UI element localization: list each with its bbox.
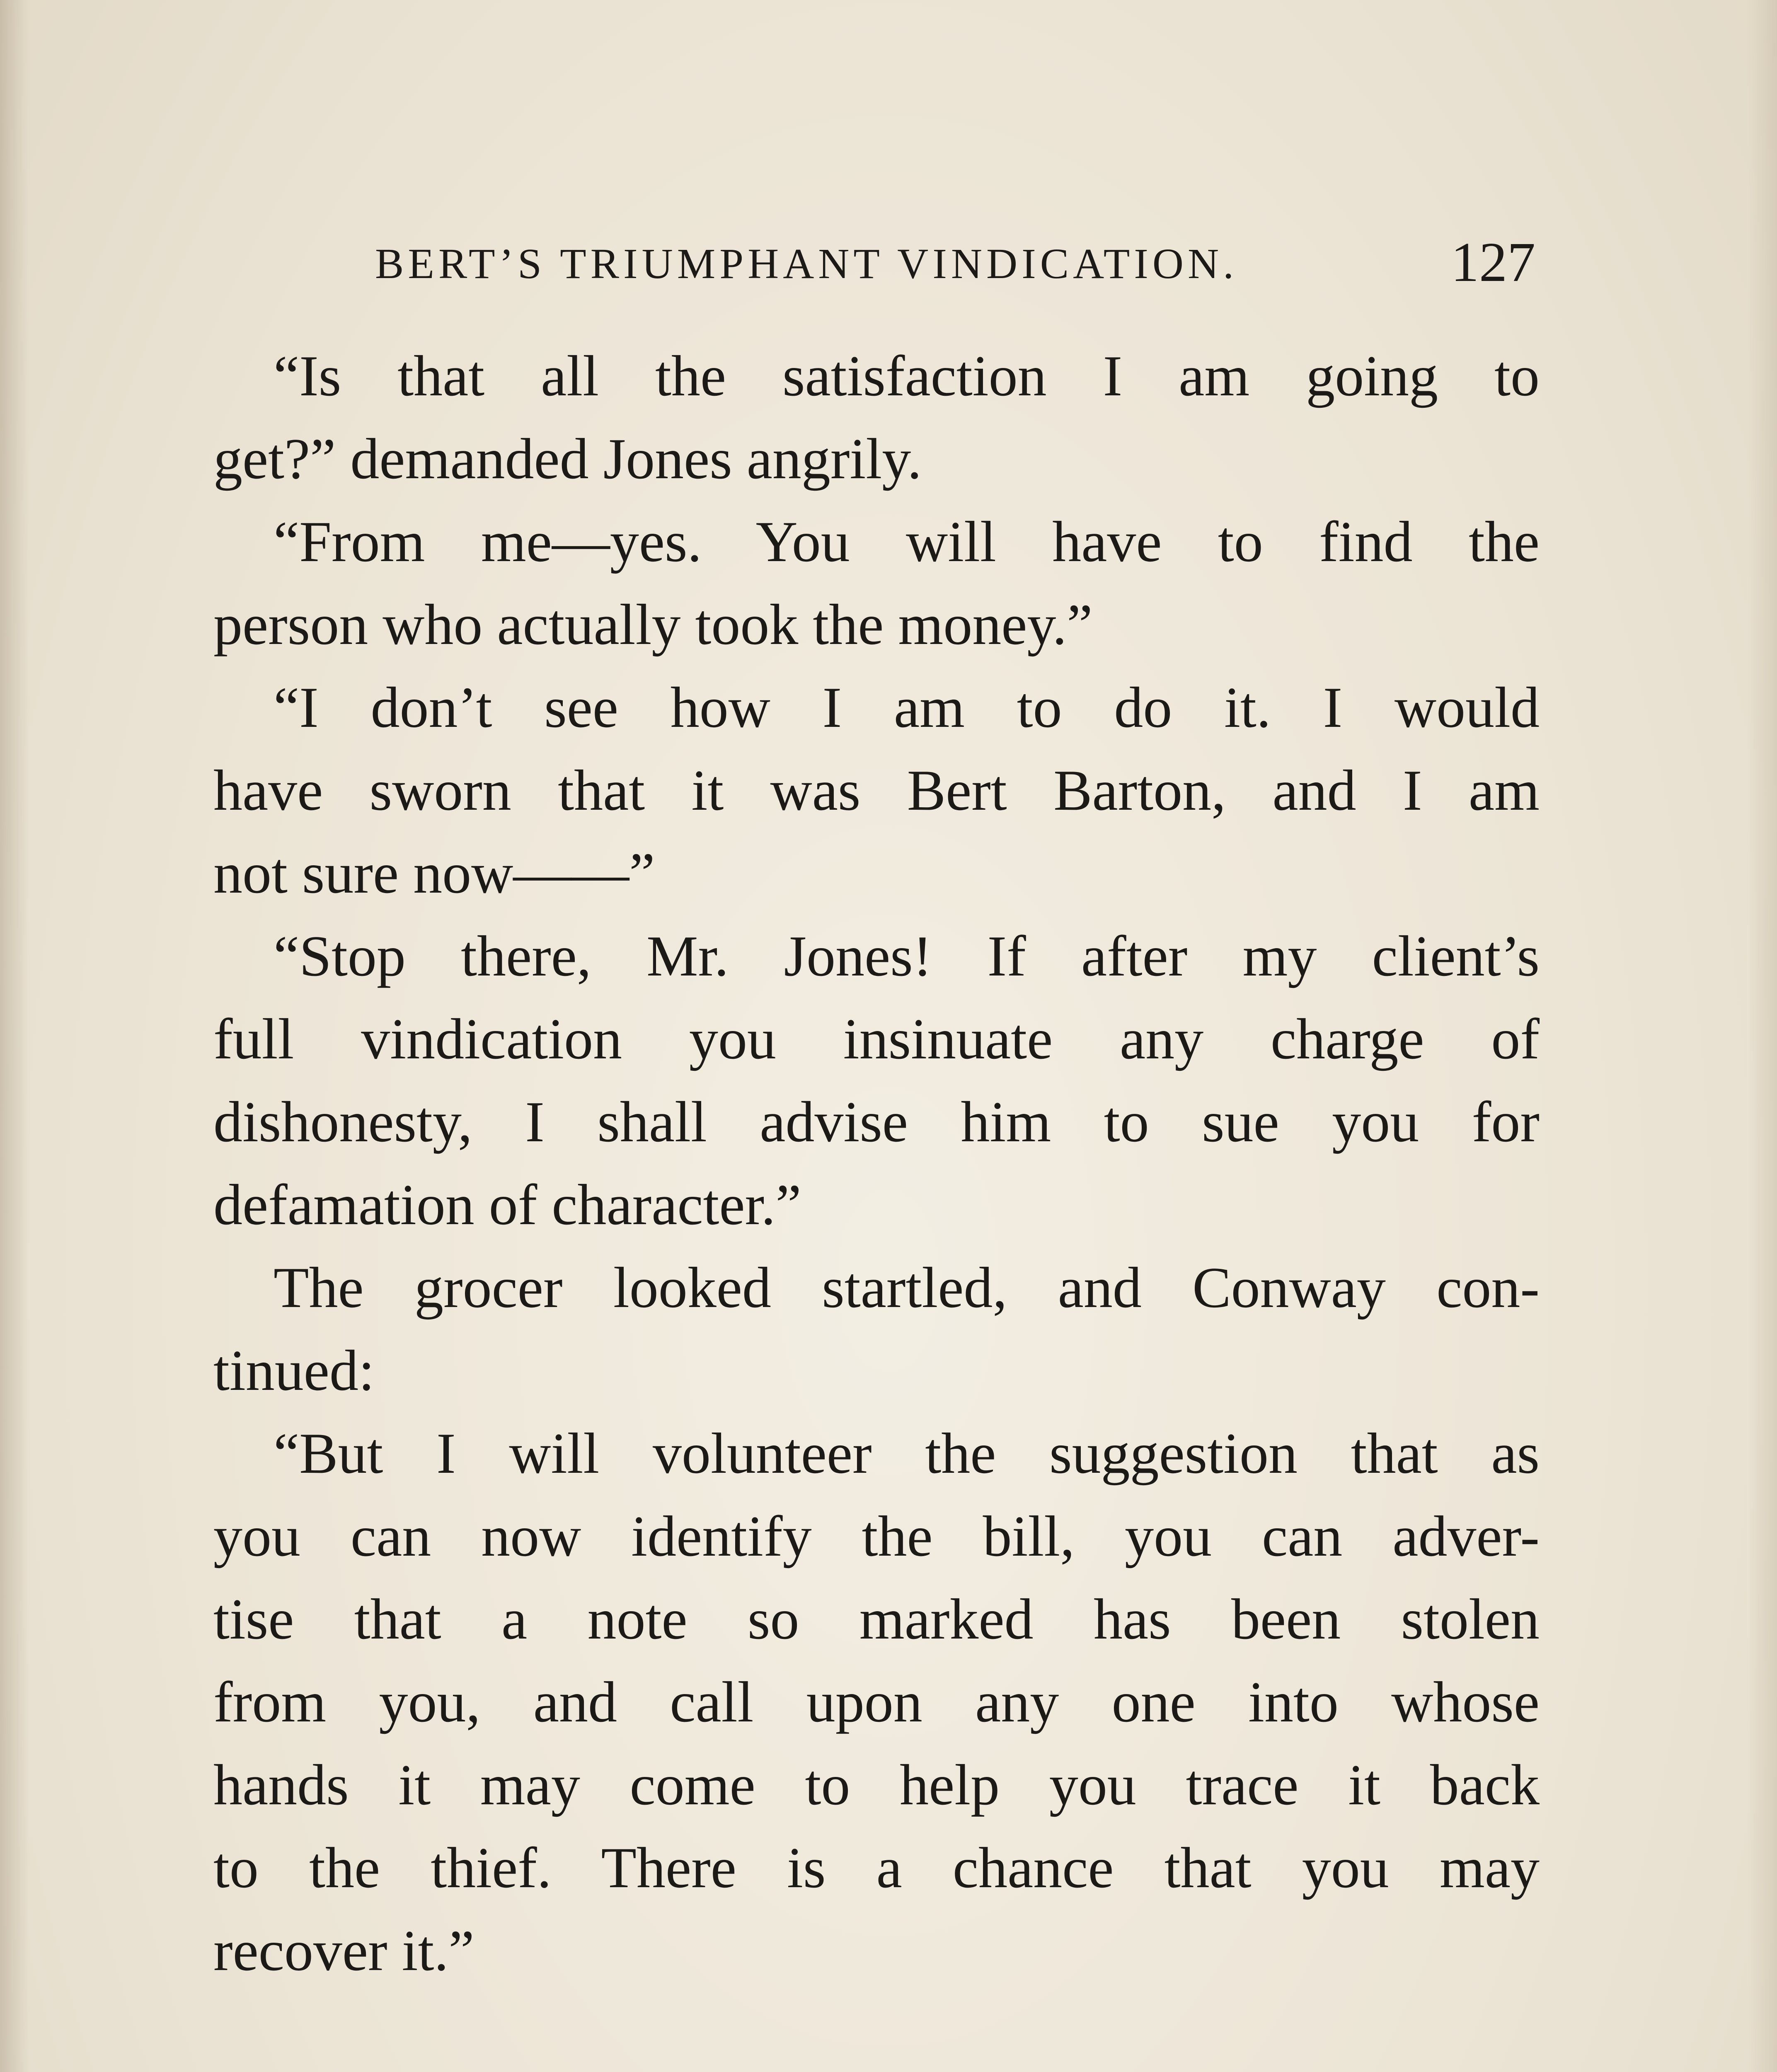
running-title: BERT’S TRIUMPHANT VINDICATION. xyxy=(375,240,1238,288)
text-line: The grocer looked startled, and Conway con- xyxy=(274,1256,1540,1320)
text-line: have sworn that it was Bert Barton, and I am xyxy=(213,758,1540,823)
text-line: dishonesty, I shall advise him to sue you for xyxy=(213,1090,1540,1154)
text-line: “I don’t see how I am to do it. I would xyxy=(274,675,1540,740)
text-line: tise that a note so marked has been stolen xyxy=(213,1587,1540,1651)
text-line: hands it may come to help you trace it back xyxy=(213,1753,1540,1817)
text-line: “But I will volunteer the suggestion that as xyxy=(274,1421,1540,1486)
body-text xyxy=(213,335,1540,1992)
text-line: tinued: xyxy=(213,1339,375,1403)
text-line: “Stop there, Mr. Jones! If after my client’s xyxy=(274,924,1540,988)
text-line: full vindication you insinuate any charge of xyxy=(213,1007,1540,1071)
text-line: defamation of character.” xyxy=(213,1173,801,1237)
text-line: you can now identify the bill, you can adver- xyxy=(213,1504,1540,1569)
page-number: 127 xyxy=(1451,231,1535,293)
text-line: recover it.” xyxy=(213,1919,475,1983)
text-line: not sure now——” xyxy=(213,841,655,905)
text-line: “Is that all the satisfaction I am going to xyxy=(274,344,1540,408)
page-edge-shadow-left xyxy=(0,0,29,2072)
page-edge-shadow-right xyxy=(1748,0,1777,2072)
text-line: person who actually took the money.” xyxy=(213,593,1093,657)
running-head xyxy=(375,230,1535,292)
text-line: “From me—yes. You will have to find the xyxy=(274,510,1540,574)
text-line: get?” demanded Jones angrily. xyxy=(213,427,922,491)
text-line: from you, and call upon any one into whose xyxy=(213,1670,1540,1734)
text-line: to the thief. There is a chance that you may xyxy=(213,1836,1540,1900)
